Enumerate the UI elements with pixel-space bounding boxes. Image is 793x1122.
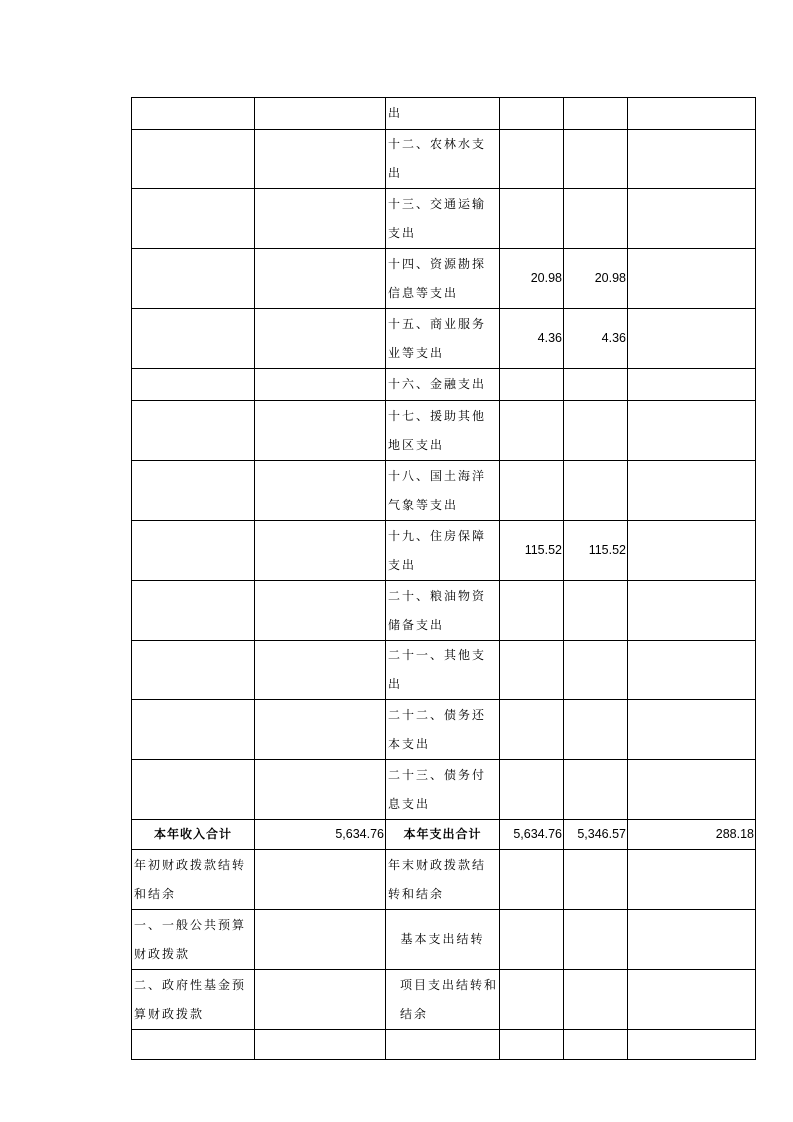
- summary-rows: [132, 820, 756, 1060]
- expense-item-label: 十二、农林水支出: [386, 130, 500, 189]
- expense-total-cell: [500, 98, 564, 130]
- carry-row: [132, 910, 756, 970]
- expense-basic-cell: [564, 641, 628, 700]
- cell: [132, 401, 255, 461]
- cell: [132, 700, 255, 760]
- cell: [255, 521, 386, 581]
- cell: [255, 98, 386, 130]
- cell: [628, 189, 756, 249]
- cell: [628, 850, 756, 910]
- carry-left-label: 一、一般公共预算财政拨款: [132, 910, 255, 970]
- expense-item-label: 十四、资源勘探信息等支出: [386, 249, 500, 309]
- expense-total-cell: 20.98: [500, 249, 564, 309]
- cell: [628, 309, 756, 369]
- cell: [628, 910, 756, 970]
- cell: [132, 130, 255, 189]
- expense-row: [132, 641, 756, 700]
- cell: [628, 369, 756, 401]
- expense-row: [132, 700, 756, 760]
- carry-left-label: 年初财政拨款结转和结余: [132, 850, 255, 910]
- budget-table: [131, 97, 756, 1060]
- cell: [628, 98, 756, 130]
- expense-basic-cell: 20.98: [564, 249, 628, 309]
- expense-item-label: 十六、金融支出: [386, 369, 500, 401]
- expense-basic-cell: [564, 461, 628, 521]
- cell: [255, 401, 386, 461]
- expense-basic-cell: 4.36: [564, 309, 628, 369]
- cell: [255, 1030, 386, 1060]
- cell: [628, 521, 756, 581]
- expense-total-cell: [500, 641, 564, 700]
- expense-row: [132, 369, 756, 401]
- expense-total-cell: 4.36: [500, 309, 564, 369]
- cell: [255, 581, 386, 641]
- blank-row: [132, 1030, 756, 1060]
- cell: [255, 760, 386, 820]
- cell: [132, 189, 255, 249]
- cell: [564, 1030, 628, 1060]
- expense-total-value: 5,634.76: [500, 820, 564, 850]
- cell: [255, 910, 386, 970]
- total-row: [132, 820, 756, 850]
- expense-basic-cell: [564, 369, 628, 401]
- expense-basic-cell: [564, 189, 628, 249]
- cell: [628, 970, 756, 1030]
- expense-basic-cell: 115.52: [564, 521, 628, 581]
- cell: [255, 130, 386, 189]
- carry-right-label: 项目支出结转和结余: [386, 970, 500, 1030]
- cell: [500, 850, 564, 910]
- cell: [500, 1030, 564, 1060]
- expense-row: [132, 98, 756, 130]
- cell: [628, 641, 756, 700]
- expense-total-cell: [500, 581, 564, 641]
- carry-left-label: 二、政府性基金预算财政拨款: [132, 970, 255, 1030]
- expense-total-cell: [500, 700, 564, 760]
- expense-row: [132, 130, 756, 189]
- expense-basic-cell: [564, 700, 628, 760]
- cell: [132, 641, 255, 700]
- expense-basic-cell: [564, 130, 628, 189]
- expense-row: [132, 760, 756, 820]
- cell: [500, 970, 564, 1030]
- cell: [255, 309, 386, 369]
- expense-row: [132, 461, 756, 521]
- cell: [255, 700, 386, 760]
- income-total-value: 5,634.76: [255, 820, 386, 850]
- expense-item-label: 十八、国土海洋气象等支出: [386, 461, 500, 521]
- expense-item-label: 十七、援助其他地区支出: [386, 401, 500, 461]
- cell: [564, 850, 628, 910]
- cell: [132, 1030, 255, 1060]
- cell: [255, 850, 386, 910]
- cell: [500, 910, 564, 970]
- cell: [255, 641, 386, 700]
- cell: [628, 461, 756, 521]
- expense-project-value: 288.18: [628, 820, 756, 850]
- expense-item-label: 十九、住房保障支出: [386, 521, 500, 581]
- carry-right-label: 基本支出结转: [386, 910, 500, 970]
- cell: [628, 249, 756, 309]
- expense-basic-cell: [564, 98, 628, 130]
- cell: [132, 249, 255, 309]
- cell: [255, 189, 386, 249]
- cell: [628, 1030, 756, 1060]
- expense-total-label: 本年支出合计: [386, 820, 500, 850]
- expense-item-label: 二十二、债务还本支出: [386, 700, 500, 760]
- cell: [564, 910, 628, 970]
- cell: [564, 970, 628, 1030]
- cell: [628, 130, 756, 189]
- cell: [132, 581, 255, 641]
- expense-total-cell: [500, 461, 564, 521]
- expense-row: [132, 189, 756, 249]
- expense-basic-cell: [564, 581, 628, 641]
- cell: [132, 369, 255, 401]
- carry-row: [132, 970, 756, 1030]
- carry-row: [132, 850, 756, 910]
- expense-basic-cell: [564, 760, 628, 820]
- cell: [628, 760, 756, 820]
- cell: [132, 461, 255, 521]
- expense-total-cell: 115.52: [500, 521, 564, 581]
- cell: [132, 98, 255, 130]
- cell: [132, 760, 255, 820]
- expense-row: [132, 309, 756, 369]
- income-total-label: 本年收入合计: [132, 820, 255, 850]
- cell: [628, 581, 756, 641]
- expense-item-label: 十五、商业服务业等支出: [386, 309, 500, 369]
- expense-basic-cell: [564, 401, 628, 461]
- expense-total-cell: [500, 401, 564, 461]
- expense-item-label: 二十、粮油物资储备支出: [386, 581, 500, 641]
- expense-basic-value: 5,346.57: [564, 820, 628, 850]
- cell: [132, 309, 255, 369]
- expense-row: [132, 249, 756, 309]
- cell: [132, 521, 255, 581]
- expense-item-label: 出: [386, 98, 500, 130]
- expense-row: [132, 581, 756, 641]
- expense-item-label: 二十一、其他支出: [386, 641, 500, 700]
- expense-item-label: 二十三、债务付息支出: [386, 760, 500, 820]
- expense-rows: [132, 98, 756, 820]
- carry-right-label: 年末财政拨款结转和结余: [386, 850, 500, 910]
- cell: [255, 461, 386, 521]
- expense-item-label: 十三、交通运输支出: [386, 189, 500, 249]
- expense-total-cell: [500, 130, 564, 189]
- cell: [255, 970, 386, 1030]
- expense-total-cell: [500, 189, 564, 249]
- expense-total-cell: [500, 369, 564, 401]
- cell: [255, 249, 386, 309]
- cell: [255, 369, 386, 401]
- expense-row: [132, 401, 756, 461]
- cell: [628, 401, 756, 461]
- cell: [386, 1030, 500, 1060]
- expense-row: [132, 521, 756, 581]
- cell: [628, 700, 756, 760]
- expense-total-cell: [500, 760, 564, 820]
